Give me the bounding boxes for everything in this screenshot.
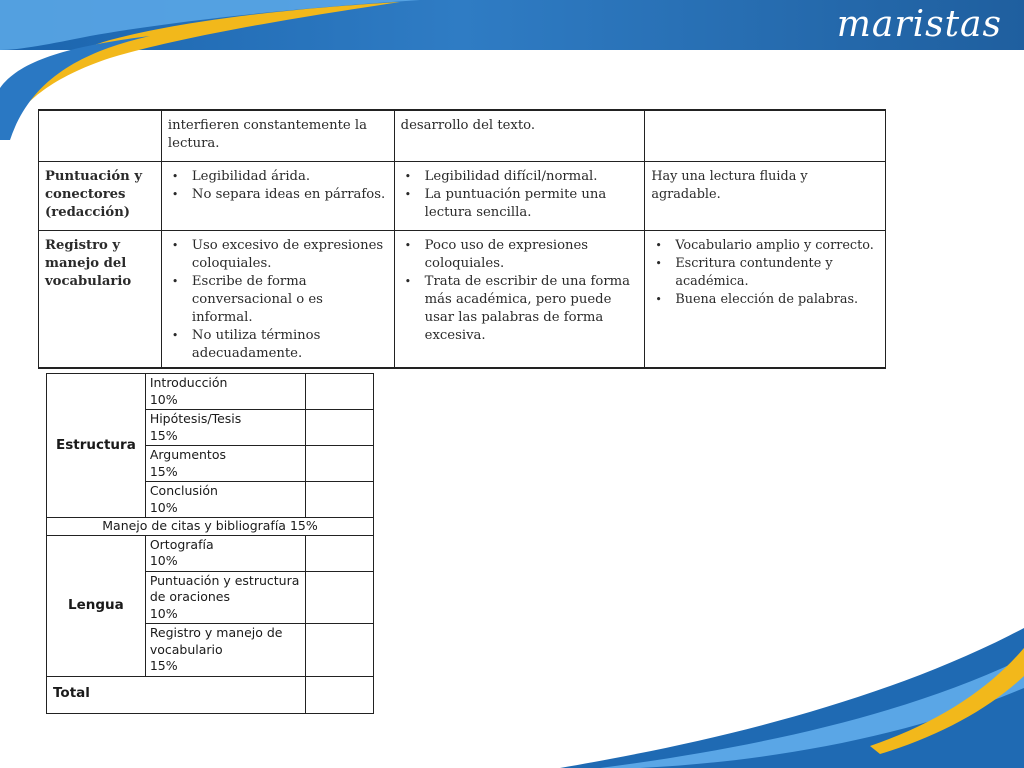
group-label-estructura: Estructura [47, 374, 146, 518]
item-percent: 10% [149, 391, 178, 407]
table-row [47, 374, 374, 410]
item-percent: 15% [149, 427, 178, 443]
item-name: Ortografía [149, 536, 214, 552]
total-label: Total [47, 676, 306, 714]
score-cell[interactable] [305, 374, 373, 410]
level-cell [161, 162, 394, 231]
score-cell[interactable] [305, 535, 373, 571]
list-item: • Poco uso de expresiones coloquiales. [425, 237, 639, 273]
item-name: Hipótesis/Tesis [149, 411, 242, 426]
bullet-list [401, 237, 639, 345]
list-item: • Uso excesivo de expresiones coloquiales. [192, 237, 388, 273]
item-percent: 15% [149, 658, 178, 673]
list-item: • Trata de escribir de una forma más académica, pero puede usar las palabras de forma excesiva. [425, 273, 639, 345]
list-item: • Escritura contundente y académica. [675, 255, 879, 291]
score-cell[interactable] [305, 482, 373, 518]
score-cell[interactable] [305, 410, 373, 446]
table-row [39, 110, 886, 162]
list-item: • No utiliza términos adecuadamente. [192, 327, 388, 363]
table-row [47, 518, 374, 536]
level-cell [645, 110, 886, 162]
level-cell: interfieren constantemente la lectura. [161, 110, 394, 162]
level-cell [645, 231, 886, 369]
group-label-lengua: Lengua [47, 535, 146, 676]
grading-item [145, 535, 305, 571]
level-cell [161, 231, 394, 369]
maristas-logo: maristas [836, 4, 1002, 45]
level-cell: desarrollo del texto. [394, 110, 645, 162]
table-row [47, 535, 374, 571]
criterion-cell: Registro y manejo del vocabulario [39, 231, 162, 369]
table-row [39, 162, 886, 231]
list-item: • Legibilidad difícil/normal. [425, 168, 639, 186]
list-item: • Buena elección de palabras. [675, 291, 879, 309]
level-cell [394, 231, 645, 369]
bullet-list [168, 168, 388, 204]
item-name: Argumentos [149, 447, 226, 462]
bullet-list [651, 237, 879, 309]
citas-row-label: Manejo de citas y bibliografía 15% [47, 518, 374, 536]
grading-item [145, 410, 305, 446]
rubric-table [38, 109, 886, 369]
list-item: • La puntuación permite una lectura sencilla. [425, 186, 639, 222]
criterion-cell: Puntuación y conectores (redacción) [39, 162, 162, 231]
footer-swoosh-decoration [0, 618, 1024, 768]
item-name: Introducción [149, 375, 228, 390]
item-percent: 15% [149, 463, 178, 479]
item-name: Puntuación y estructura de oraciones [149, 572, 300, 604]
grading-item [145, 446, 305, 482]
item-percent: 10% [149, 605, 178, 621]
item-name: Registro y manejo de vocabulario [149, 625, 283, 657]
score-cell[interactable] [305, 446, 373, 482]
item-percent: 10% [149, 499, 178, 515]
bullet-list [401, 168, 639, 222]
table-row [39, 231, 886, 369]
level-cell: Hay una lectura fluida y agradable. [645, 162, 886, 231]
item-name: Conclusión [149, 483, 218, 498]
grading-item [145, 571, 305, 624]
list-item: • No separa ideas en párrafos. [192, 186, 388, 204]
list-item: • Vocabulario amplio y correcto. [675, 237, 879, 255]
item-percent: 10% [149, 553, 178, 568]
grading-item [145, 482, 305, 518]
bullet-list [168, 237, 388, 363]
criterion-cell [39, 110, 162, 162]
score-cell[interactable] [305, 571, 373, 624]
list-item: • Legibilidad árida. [192, 168, 388, 186]
grading-item [145, 374, 305, 410]
level-cell [394, 162, 645, 231]
list-item: • Escribe de forma conversacional o es informal. [192, 273, 388, 327]
